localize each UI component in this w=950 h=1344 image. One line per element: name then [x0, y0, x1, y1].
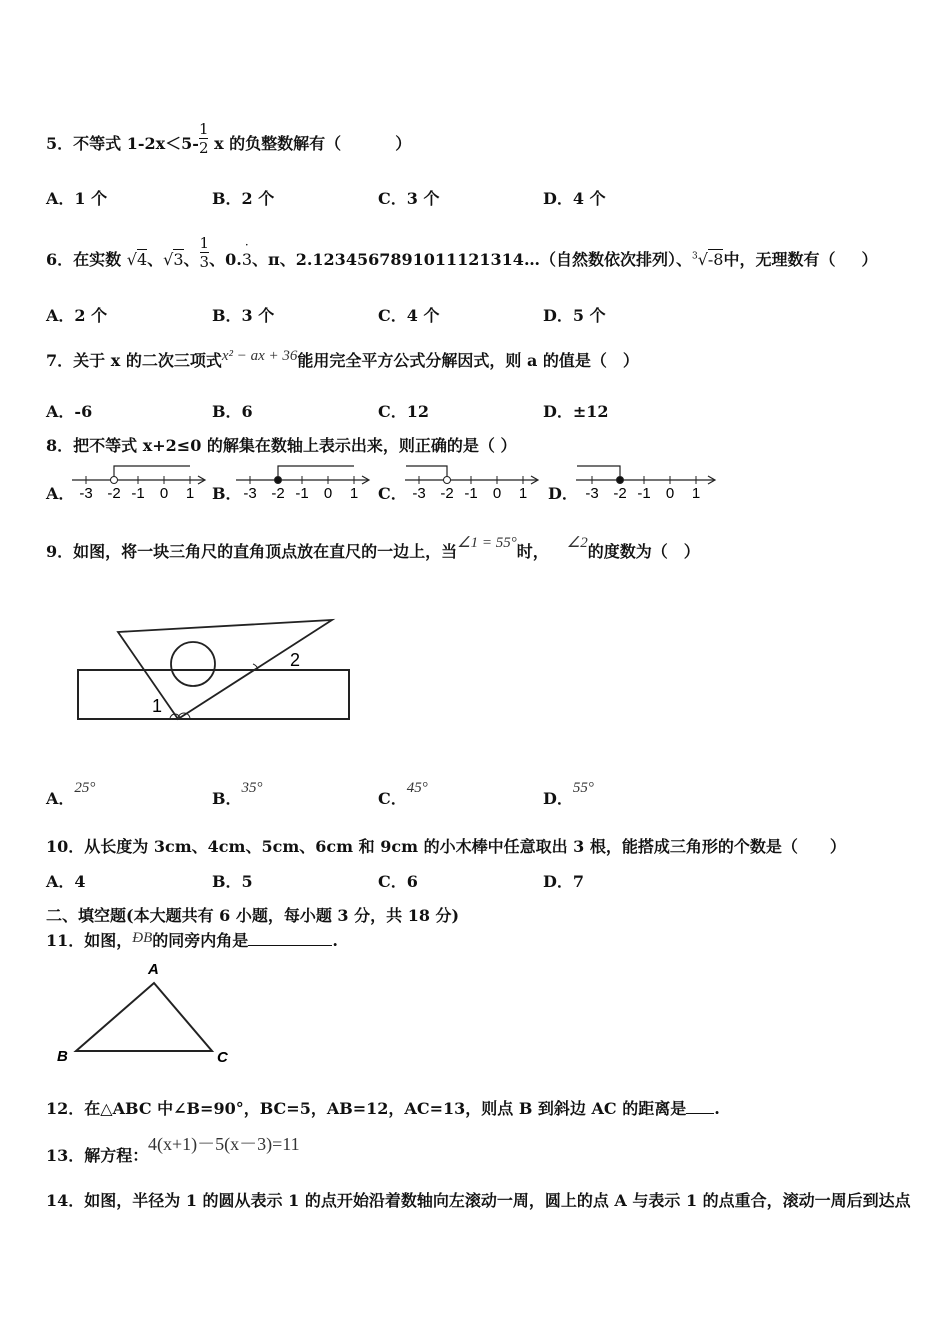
q9-angle2: ∠2 [566, 535, 588, 551]
option-letter: D． [543, 306, 573, 325]
question-10 [46, 834, 846, 857]
number-line-d [574, 458, 719, 502]
option-text: 55° [572, 780, 594, 796]
q5-text-b: x 的负整数解有（ [214, 134, 342, 153]
sqrt-4: √4 [126, 250, 148, 269]
option-letter: D． [543, 402, 573, 421]
solution-ray [114, 466, 190, 480]
q8-number: 8． [46, 436, 74, 455]
q14-text: 如图，半径为 1 的圆从表示 1 的点开始沿着数轴向左滚动一周，圆上的点 A 与表示 1 的点重合，滚动一周后到达点 [84, 1191, 911, 1210]
q6-frac-num: 1 [199, 234, 210, 252]
q6-text-b: 、π、2.1234567891011121314…（自然数依次排列）、 [252, 250, 692, 269]
q5-option-d[interactable] [543, 186, 606, 209]
q6-sep: 、0. [209, 250, 242, 269]
q13-text: 解方程： [84, 1146, 149, 1165]
solution-ray [577, 466, 620, 480]
question-11 [46, 928, 338, 951]
q10-number: 10． [46, 837, 85, 856]
option-text: 5 [241, 872, 253, 891]
question-7 [46, 348, 639, 371]
option-letter: A． [46, 306, 75, 325]
q9-text-b: 时， [516, 542, 549, 561]
set-square-hole [171, 642, 215, 686]
q9-text-a: 如图，将一块三角尺的直角顶点放在直尺的一边上，当 [73, 542, 458, 561]
cube-root-radicand: -8 [707, 250, 724, 269]
q7-text-a: 关于 x 的二次三项式 [73, 351, 222, 370]
q6-option-a[interactable] [46, 303, 107, 326]
q6-text-d: ） [861, 250, 878, 269]
repeating-decimal [241, 238, 252, 269]
tick-label: 0 [159, 485, 169, 502]
question-6 [46, 234, 878, 279]
tick-label: -3 [79, 485, 93, 502]
option-text: 6 [406, 872, 418, 891]
tick-label: -2 [107, 485, 121, 502]
option-text: -6 [74, 402, 93, 421]
option-text: 6 [241, 402, 253, 421]
q9-option-c[interactable] [378, 774, 428, 808]
option-text: ±12 [572, 402, 609, 421]
q5-text-a: 不等式 1-2x＜5- [73, 134, 199, 153]
q7-option-a[interactable] [46, 399, 92, 422]
option-letter: D． [543, 189, 573, 208]
q9-number: 9． [46, 542, 74, 561]
option-letter: C． [378, 306, 407, 325]
number-line-b [234, 458, 374, 502]
option-text: 2 个 [241, 189, 275, 208]
q9-text-c: 的度数为（ ） [587, 542, 700, 561]
repeat-digit: 3 [241, 250, 252, 269]
q6-option-b[interactable] [212, 303, 274, 326]
number-line-a [70, 458, 210, 502]
option-letter: B． [212, 306, 242, 325]
option-text: 25° [74, 780, 96, 796]
option-letter: D． [548, 484, 578, 503]
option-text: 2 个 [74, 306, 108, 325]
tick-label: 1 [349, 485, 359, 502]
tick-label: -1 [464, 485, 478, 502]
vertex-label-b: B [57, 1048, 68, 1065]
q6-frac-den: 3 [199, 253, 210, 271]
tick-label: 0 [492, 485, 502, 502]
q11-number: 11． [46, 931, 85, 950]
cube-root: $^3$√-8 [691, 250, 724, 269]
question-14 [46, 1188, 911, 1211]
question-13 [46, 1143, 148, 1166]
q5-text-c: ） [395, 134, 412, 153]
option-text: 4 个 [406, 306, 440, 325]
vertex-label-a: A [148, 961, 159, 978]
ruler-triangle-figure [70, 612, 360, 728]
q14-number: 14． [46, 1191, 85, 1210]
q12-text: 在△ABC 中∠B=90°，BC=5，AB=12，AC=13，则点 B 到斜边 AC 的距离是 [84, 1099, 687, 1118]
option-letter: B． [212, 402, 242, 421]
tick-label: 1 [518, 485, 528, 502]
sqrt-4-radicand: 4 [136, 250, 148, 269]
q10-option-d[interactable] [543, 869, 584, 892]
q5-frac-num: 1 [198, 120, 209, 138]
tick-label: -1 [295, 485, 309, 502]
option-text: 5 个 [572, 306, 606, 325]
q10-option-b[interactable] [212, 869, 253, 892]
tick-label: -2 [271, 485, 285, 502]
option-text: 4 个 [572, 189, 606, 208]
option-letter: D． [543, 872, 573, 891]
q5-option-c[interactable] [378, 186, 439, 209]
q11-text-a: 如图， [84, 931, 133, 950]
q6-sep: 、 [147, 250, 164, 269]
q5-fraction [199, 120, 209, 157]
option-letter: A． [46, 484, 75, 503]
option-letter: B． [212, 189, 242, 208]
question-12 [46, 1096, 720, 1119]
question-5 [46, 120, 412, 163]
sqrt-3-radicand: 3 [173, 250, 184, 269]
closed-point [617, 477, 624, 484]
q5-frac-den: 2 [198, 139, 209, 157]
q8-text: 把不等式 x+2≤0 的解集在数轴上表示出来，则正确的是（ ） [73, 436, 517, 455]
q6-fraction [200, 234, 210, 271]
q5-option-b[interactable] [212, 186, 274, 209]
q9-option-b[interactable] [212, 774, 263, 808]
tick-label: -1 [637, 485, 651, 502]
option-letter: B． [212, 484, 242, 503]
q9-angle1: ∠1 = 55° [457, 535, 517, 551]
tick-label: -1 [131, 485, 145, 502]
tick-label: -3 [585, 485, 599, 502]
q7-text-b: 能用完全平方公式分解因式，则 a 的值是（ ） [297, 351, 639, 370]
option-letter: B． [212, 789, 242, 808]
option-text: 7 [572, 872, 585, 891]
question-9 [46, 535, 700, 562]
q6-option-c[interactable] [378, 303, 439, 326]
answer-blank[interactable] [686, 1113, 714, 1114]
q12-text-end: . [714, 1099, 720, 1118]
option-letter: A． [46, 402, 75, 421]
tick-label: -2 [613, 485, 627, 502]
option-text: 35° [241, 780, 263, 796]
option-text: 45° [406, 780, 428, 796]
q12-number: 12． [46, 1099, 85, 1118]
tick-label: -3 [412, 485, 426, 502]
vertex-label-c: C [217, 1049, 228, 1066]
q11-angle: ÐB [132, 930, 153, 946]
tick-label: -2 [440, 485, 454, 502]
q7-formula: x² − ax + 36 [221, 348, 298, 364]
solution-ray [278, 466, 354, 480]
option-letter: C． [378, 402, 407, 421]
cube-root-index: 3 [691, 251, 698, 262]
tick-label: 0 [665, 485, 675, 502]
option-text: 4 [74, 872, 86, 891]
section-2-title: 二、填空题(本大题共有 6 小题，每小题 3 分，共 18 分) [46, 906, 460, 925]
q6-number: 6． [46, 250, 74, 269]
sqrt-3: √3 [163, 250, 184, 269]
q6-sep: 、 [183, 250, 200, 269]
option-letter: A． [46, 189, 75, 208]
triangle [76, 983, 212, 1051]
triangle-abc-figure [52, 958, 242, 1068]
option-letter: C． [378, 789, 407, 808]
closed-point [275, 477, 282, 484]
q13-number: 13． [46, 1146, 85, 1165]
q10-option-c[interactable] [378, 869, 418, 892]
option-letter: A． [46, 872, 75, 891]
q10-text: 从长度为 3cm、4cm、5cm、6cm 和 9cm 的小木棒中任意取出 3 根，能搭成三角形的个数是（ ） [84, 837, 846, 856]
q7-number: 7． [46, 351, 74, 370]
tick-label: 1 [691, 485, 701, 502]
tick-label: 0 [323, 485, 333, 502]
option-text: 3 个 [406, 189, 440, 208]
fig-label-1: 1 [152, 696, 163, 716]
option-letter: B． [212, 872, 242, 891]
q6-text-a: 在实数 [73, 250, 122, 269]
q6-text-c: 中，无理数有（ [723, 250, 836, 269]
option-letter: D． [543, 789, 573, 808]
q11-text-c: . [332, 931, 338, 950]
fig-label-2: 2 [290, 650, 301, 670]
open-point [444, 477, 451, 484]
open-point [111, 477, 118, 484]
option-letter: C． [378, 484, 407, 503]
tick-label: 1 [185, 485, 195, 502]
number-line-c [403, 458, 543, 502]
ruler [78, 670, 349, 719]
solution-ray [406, 466, 447, 480]
q7-option-d[interactable] [543, 399, 609, 422]
option-letter: C． [378, 189, 407, 208]
option-text: 3 个 [241, 306, 275, 325]
answer-blank[interactable] [248, 945, 332, 946]
q7-option-c[interactable] [378, 399, 429, 422]
option-letter: C． [378, 872, 407, 891]
q10-option-a[interactable] [46, 869, 86, 892]
option-letter: A． [46, 789, 75, 808]
q5-option-a[interactable] [46, 186, 107, 209]
q11-text-b: 的同旁内角是 [152, 931, 249, 950]
repeat-dot: · [244, 238, 249, 252]
q9-option-a[interactable] [46, 774, 96, 808]
q5-number: 5． [46, 134, 74, 153]
option-text: 1 个 [74, 189, 108, 208]
q9-option-d[interactable] [543, 774, 594, 808]
q7-option-b[interactable] [212, 399, 253, 422]
question-8 [46, 433, 516, 456]
option-text: 12 [406, 402, 430, 421]
q6-option-d[interactable] [543, 303, 606, 326]
tick-label: -3 [243, 485, 257, 502]
q13-equation: 4(x+1)－5(x－3)=11 [148, 1134, 300, 1154]
